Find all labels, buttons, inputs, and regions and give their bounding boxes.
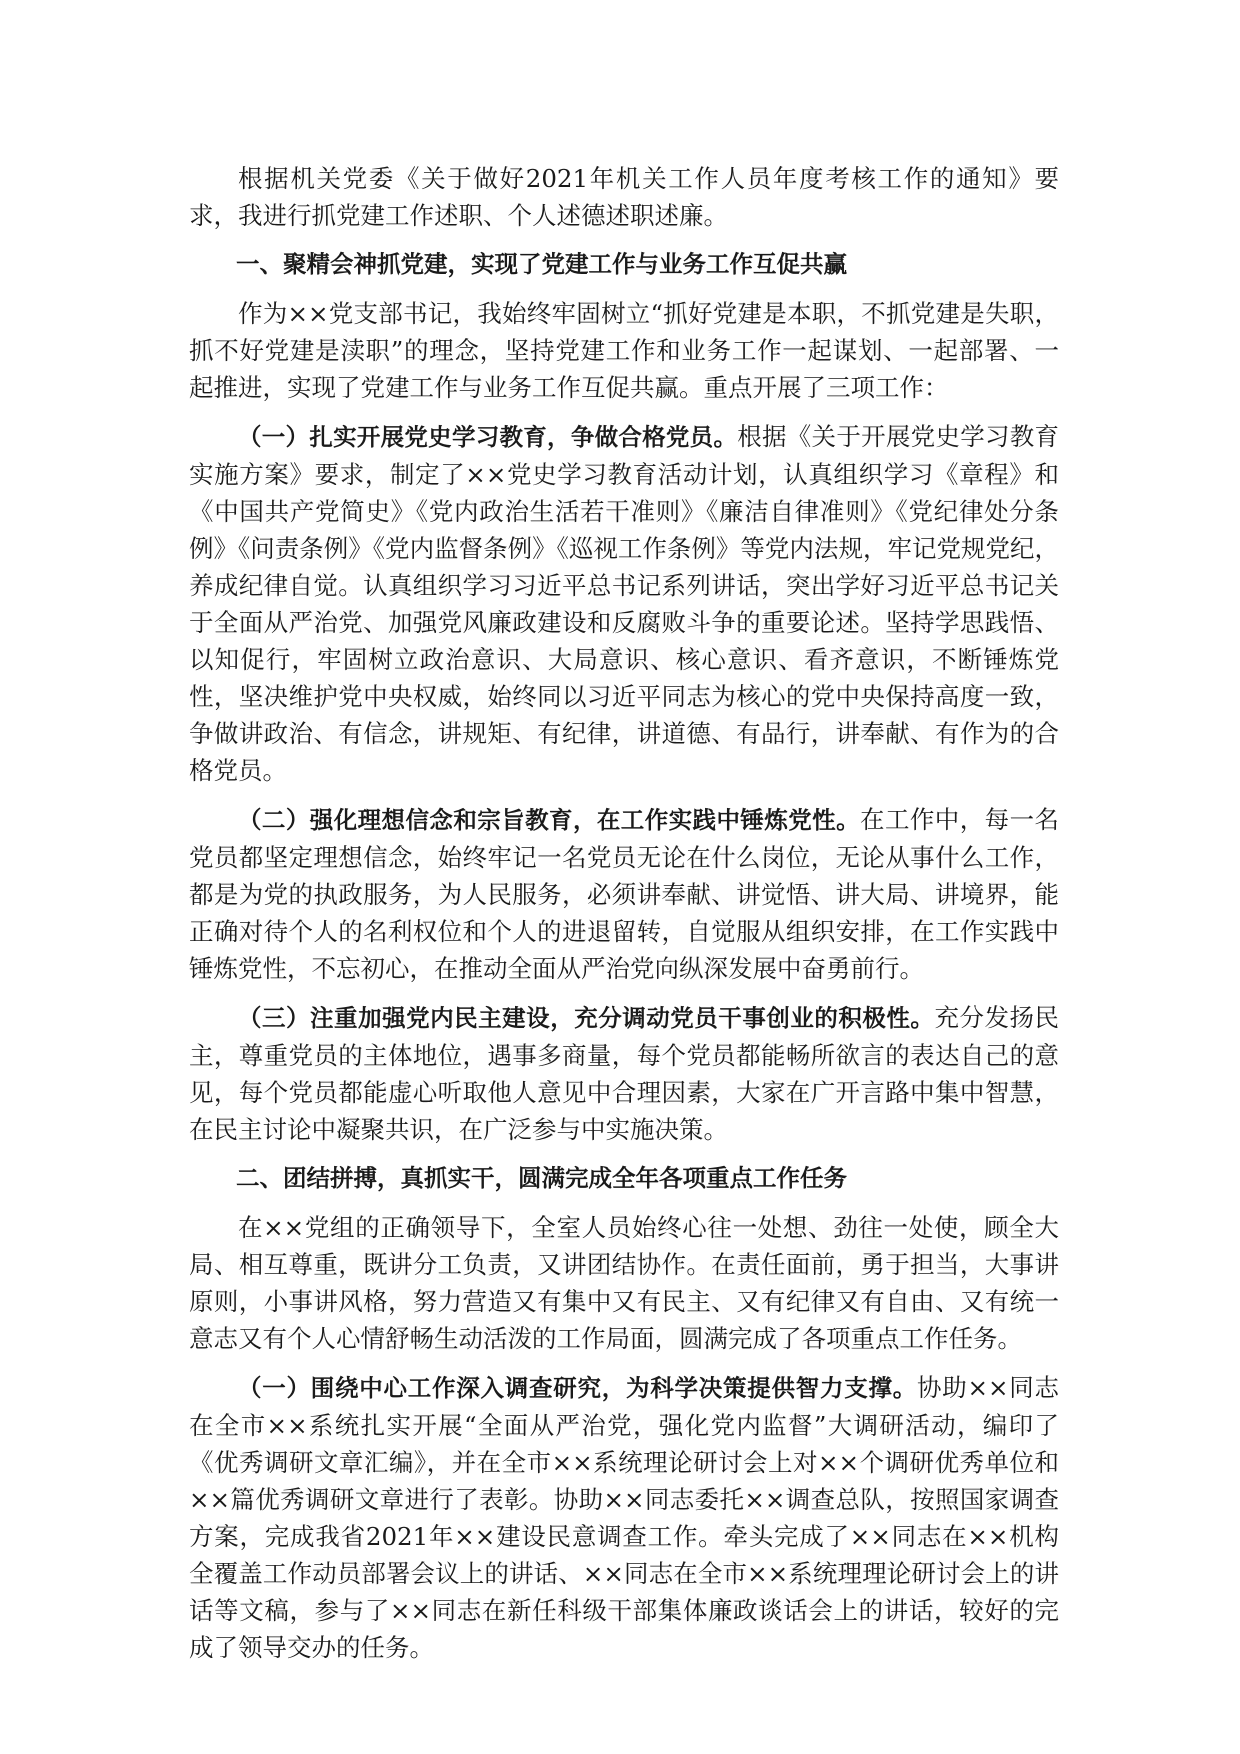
section-1-item-3 [189, 999, 1059, 1148]
section-2-heading: 二、团结拼搏，真抓实干，圆满完成全年各项重点工作任务 [236, 1164, 847, 1192]
section-2-item-1-text: 协助××同志在全市××系统扎实开展“全面从严治党，强化党内监督”大调研活动，编印了《优秀调研文章汇编》，并在全市××系统理论研讨会上对××个调研优秀单位和××篇优秀调研文章进行了表彰。协助××同志委托××调查总队，按照国家调查方案，完成我省2021年××建设民意调查工作。牵头完成了××同志在××机构全覆盖工作动员部署会议上的讲话、××同志在全市××系统理理论研讨会上的讲话等文稿，参与了××同志在新任科级干部集体廉政谈话会上的讲话，较好的完成了领导交办的任务。 [189, 1373, 1060, 1662]
section-1-item-1-lead: （一）扎实开展党史学习教育，争做合格党员。 [238, 423, 738, 451]
section-1-item-2-lead: （二）强化理想信念和宗旨教育，在工作实践中锤炼党性。 [238, 806, 861, 834]
section-1-item-3-lead: （三）注重加强党内民主建设，充分调动党员干事创业的积极性。 [238, 1004, 935, 1032]
section-2-item-1 [189, 1369, 1059, 1666]
section-1-item-2-text: 在工作中，每一名党员都坚定理想信念，始终牢记一名党员无论在什么岗位，无论从事什么工作，都是为党的执政服务，为人民服务，必须讲奉献、讲觉悟、讲大局、讲境界，能正确对待个人的名利权位和个人的进退留转，自觉服从组织安排，在工作实践中锤炼党性，不忘初心，在推动全面从严治党向纵深发展中奋勇前行。 [189, 805, 1060, 983]
section-1-heading: 一、聚精会神抓党建，实现了党建工作与业务工作互促共赢 [236, 250, 847, 278]
document-page [189, 160, 1059, 1678]
section-1-item-3-text: 充分发扬民主，尊重党员的主体地位，遇事多商量，每个党员都能畅所欲言的表达自己的意见，每个党员都能虚心听取他人意见中合理因素，大家在广开言路中集中智慧，在民主讨论中凝聚共识，在广泛参与中实施决策。 [189, 1003, 1060, 1144]
section-2-body: 在××党组的正确领导下，全室人员始终心往一处想、劲往一处使，顾全大局、相互尊重，既讲分工负责，又讲团结协作。在责任面前，勇于担当，大事讲原则，小事讲风格，努力营造又有集中又有民主、又有纪律又有自由、又有统一意志又有个人心情舒畅生动活泼的工作局面，圆满完成了各项重点工作任务。 [189, 1213, 1059, 1353]
section-1-body: 作为××党支部书记，我始终牢固树立“抓好党建是本职，不抓党建是失职，抓不好党建是渎职”的理念，坚持党建工作和业务工作一起谋划、一起部署、一起推进，实现了党建工作与业务工作互促共赢。重点开展了三项工作： [189, 299, 1059, 402]
section-1-item-1-text: 根据《关于开展党史学习教育实施方案》要求，制定了××党史学习教育活动计划，认真组织学习《章程》和《中国共产党简史》《党内政治生活若干准则》《廉洁自律准则》《党纪律处分条例》《问责条例》《党内监督条例》《巡视工作条例》等党内法规，牢记党规党纪，养成纪律自觉。认真组织学习习近平总书记系列讲话，突出学好习近平总书记关于全面从严治党、加强党风廉政建设和反腐败斗争的重要论述。坚持学思践悟、以知促行，牢固树立政治意识、大局意识、核心意识、看齐意识，不断锤炼党性，坚决维护党中央权威，始终同以习近平同志为核心的党中央保持高度一致，争做讲政治、有信念，讲规矩、有纪律，讲道德、有品行，讲奉献、有作为的合格党员。 [189, 422, 1060, 785]
intro-paragraph: 根据机关党委《关于做好2021年机关工作人员年度考核工作的通知》要求，我进行抓党建工作述职、个人述德述职述廉。 [189, 164, 1059, 230]
section-1-item-1 [189, 418, 1059, 789]
section-2-item-1-lead: （一）围绕中心工作深入调查研究，为科学决策提供智力支撑。 [238, 1374, 917, 1402]
section-1-item-2 [189, 801, 1059, 987]
